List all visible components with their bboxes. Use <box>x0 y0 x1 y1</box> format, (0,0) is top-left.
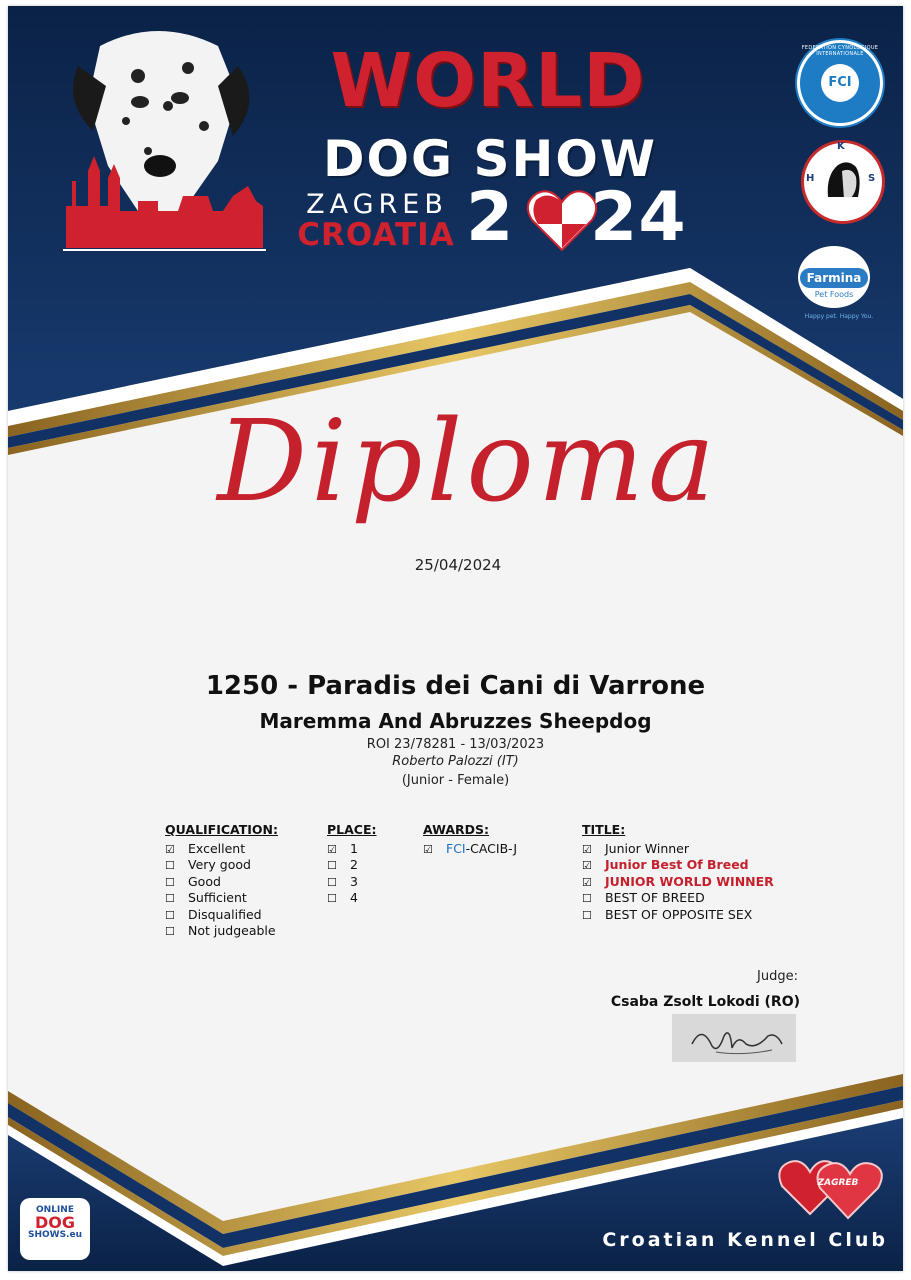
title-item <box>582 841 774 857</box>
diploma-sheet <box>8 6 903 1271</box>
checkbox-icon: ☑ <box>327 843 337 856</box>
place-item <box>327 874 377 890</box>
hks-letter-s: S <box>868 173 876 184</box>
hks-letter-h: H <box>806 173 815 184</box>
awards-column <box>423 822 517 857</box>
signature-icon <box>672 1014 796 1062</box>
award-item <box>423 841 517 857</box>
qualification-heading: QUALIFICATION: <box>165 822 279 837</box>
qualification-item <box>165 890 278 906</box>
qualification-label: Disqualified <box>188 906 262 922</box>
entry-owner: Roberto Palozzi (IT) <box>392 754 519 769</box>
hks-logo-icon <box>801 140 885 224</box>
checkbox-icon: ☐ <box>165 924 175 938</box>
farmina-label: Farmina <box>800 268 868 288</box>
checkbox-icon: ☑ <box>165 843 175 856</box>
farmina-logo-icon <box>798 246 870 308</box>
qualification-label: Good <box>188 873 221 889</box>
qualification-label: Very good <box>188 857 251 873</box>
checkbox-icon: ☐ <box>327 892 337 906</box>
diploma-date: 25/04/2024 <box>414 556 502 574</box>
event-title-world: WORLD <box>330 38 646 124</box>
fci-logo-icon <box>797 40 883 126</box>
place-label: 3 <box>350 873 358 889</box>
hks-letter-k: K <box>837 141 845 152</box>
entry-title: 1250 - Paradis dei Cani di Varrone <box>205 671 706 701</box>
title-heading: TITLE: <box>582 822 626 837</box>
judge-label: Judge: <box>757 969 798 984</box>
checkbox-icon: ☐ <box>165 875 175 889</box>
ods-line-3: SHOWS.eu <box>27 1230 82 1240</box>
awards-heading: AWARDS: <box>423 822 490 837</box>
title-item <box>582 857 774 873</box>
place-item <box>327 857 377 873</box>
award-prefix: FCI <box>446 841 466 856</box>
event-title-dogshow: DOG SHOW <box>323 130 657 188</box>
entry-registration: ROI 23/78281 - 13/03/2023 <box>366 737 545 752</box>
dog-head-icon <box>822 157 864 205</box>
entry-breed: Maremma And Abruzzes Sheepdog <box>259 709 652 733</box>
title-label: Junior Best Of Breed <box>605 857 749 873</box>
title-item <box>582 890 774 906</box>
qualification-item <box>165 857 278 873</box>
checkbox-icon: ☐ <box>165 859 175 873</box>
qualification-label: Excellent <box>188 841 246 856</box>
place-heading: PLACE: <box>327 822 377 837</box>
place-label: 1 <box>350 841 358 856</box>
title-label: Junior Winner <box>605 841 689 856</box>
qualification-column <box>165 822 278 939</box>
place-column <box>327 822 377 907</box>
ods-line-2: DOG <box>34 1213 75 1232</box>
qualification-item <box>165 907 278 923</box>
title-item <box>582 874 774 890</box>
checkbox-icon: ☑ <box>582 859 592 873</box>
title-label: BEST OF BREED <box>605 890 705 906</box>
checkbox-icon: ☐ <box>582 908 592 922</box>
place-item <box>327 890 377 906</box>
fci-label: FCI <box>821 64 859 102</box>
qualification-item <box>165 841 278 857</box>
checkbox-icon: ☐ <box>165 908 175 922</box>
qualification-item <box>165 874 278 890</box>
signature-image <box>672 1014 796 1062</box>
judge-name: Csaba Zsolt Lokodi (RO) <box>610 994 800 1010</box>
checkbox-icon: ☐ <box>582 892 592 906</box>
qualification-label: Not judgeable <box>188 922 276 938</box>
event-year-left: 2 <box>466 178 515 257</box>
footer-club-name: Croatian Kennel Club <box>602 1229 888 1251</box>
qualification-label: Sufficient <box>188 890 247 906</box>
place-label: 4 <box>350 890 358 906</box>
zagreb-hearts-label: ZAGREB <box>817 1178 859 1188</box>
checkbox-icon: ☐ <box>165 892 175 906</box>
event-year-right: 24 <box>590 178 687 257</box>
checkbox-icon: ☑ <box>582 843 592 856</box>
diploma-heading: Diploma <box>217 397 719 527</box>
fci-ring-text: FEDERATION CYNOLOGIQUE INTERNATIONALE <box>801 45 879 57</box>
entry-class: (Junior - Female) <box>401 773 510 788</box>
title-column <box>582 822 774 923</box>
checkbox-icon: ☑ <box>582 875 592 889</box>
farmina-tagline: Happy pet. Happy You. <box>804 313 874 320</box>
qualification-item <box>165 923 278 939</box>
farmina-sub: Pet Foods <box>814 290 854 299</box>
award-label: -CACIB-J <box>465 841 518 856</box>
checkbox-icon: ☑ <box>423 843 433 856</box>
title-item <box>582 907 774 923</box>
place-item <box>327 841 377 857</box>
title-label: JUNIOR WORLD WINNER <box>605 873 774 889</box>
online-dog-shows-logo-icon <box>20 1198 90 1260</box>
ods-line-1: ONLINE <box>36 1205 74 1215</box>
checkbox-icon: ☐ <box>327 875 337 889</box>
checkbox-icon: ☐ <box>327 859 337 873</box>
event-city: ZAGREB <box>306 189 448 220</box>
event-country: CROATIA <box>297 217 455 253</box>
title-label: BEST OF OPPOSITE SEX <box>605 906 753 922</box>
place-label: 2 <box>350 857 358 873</box>
